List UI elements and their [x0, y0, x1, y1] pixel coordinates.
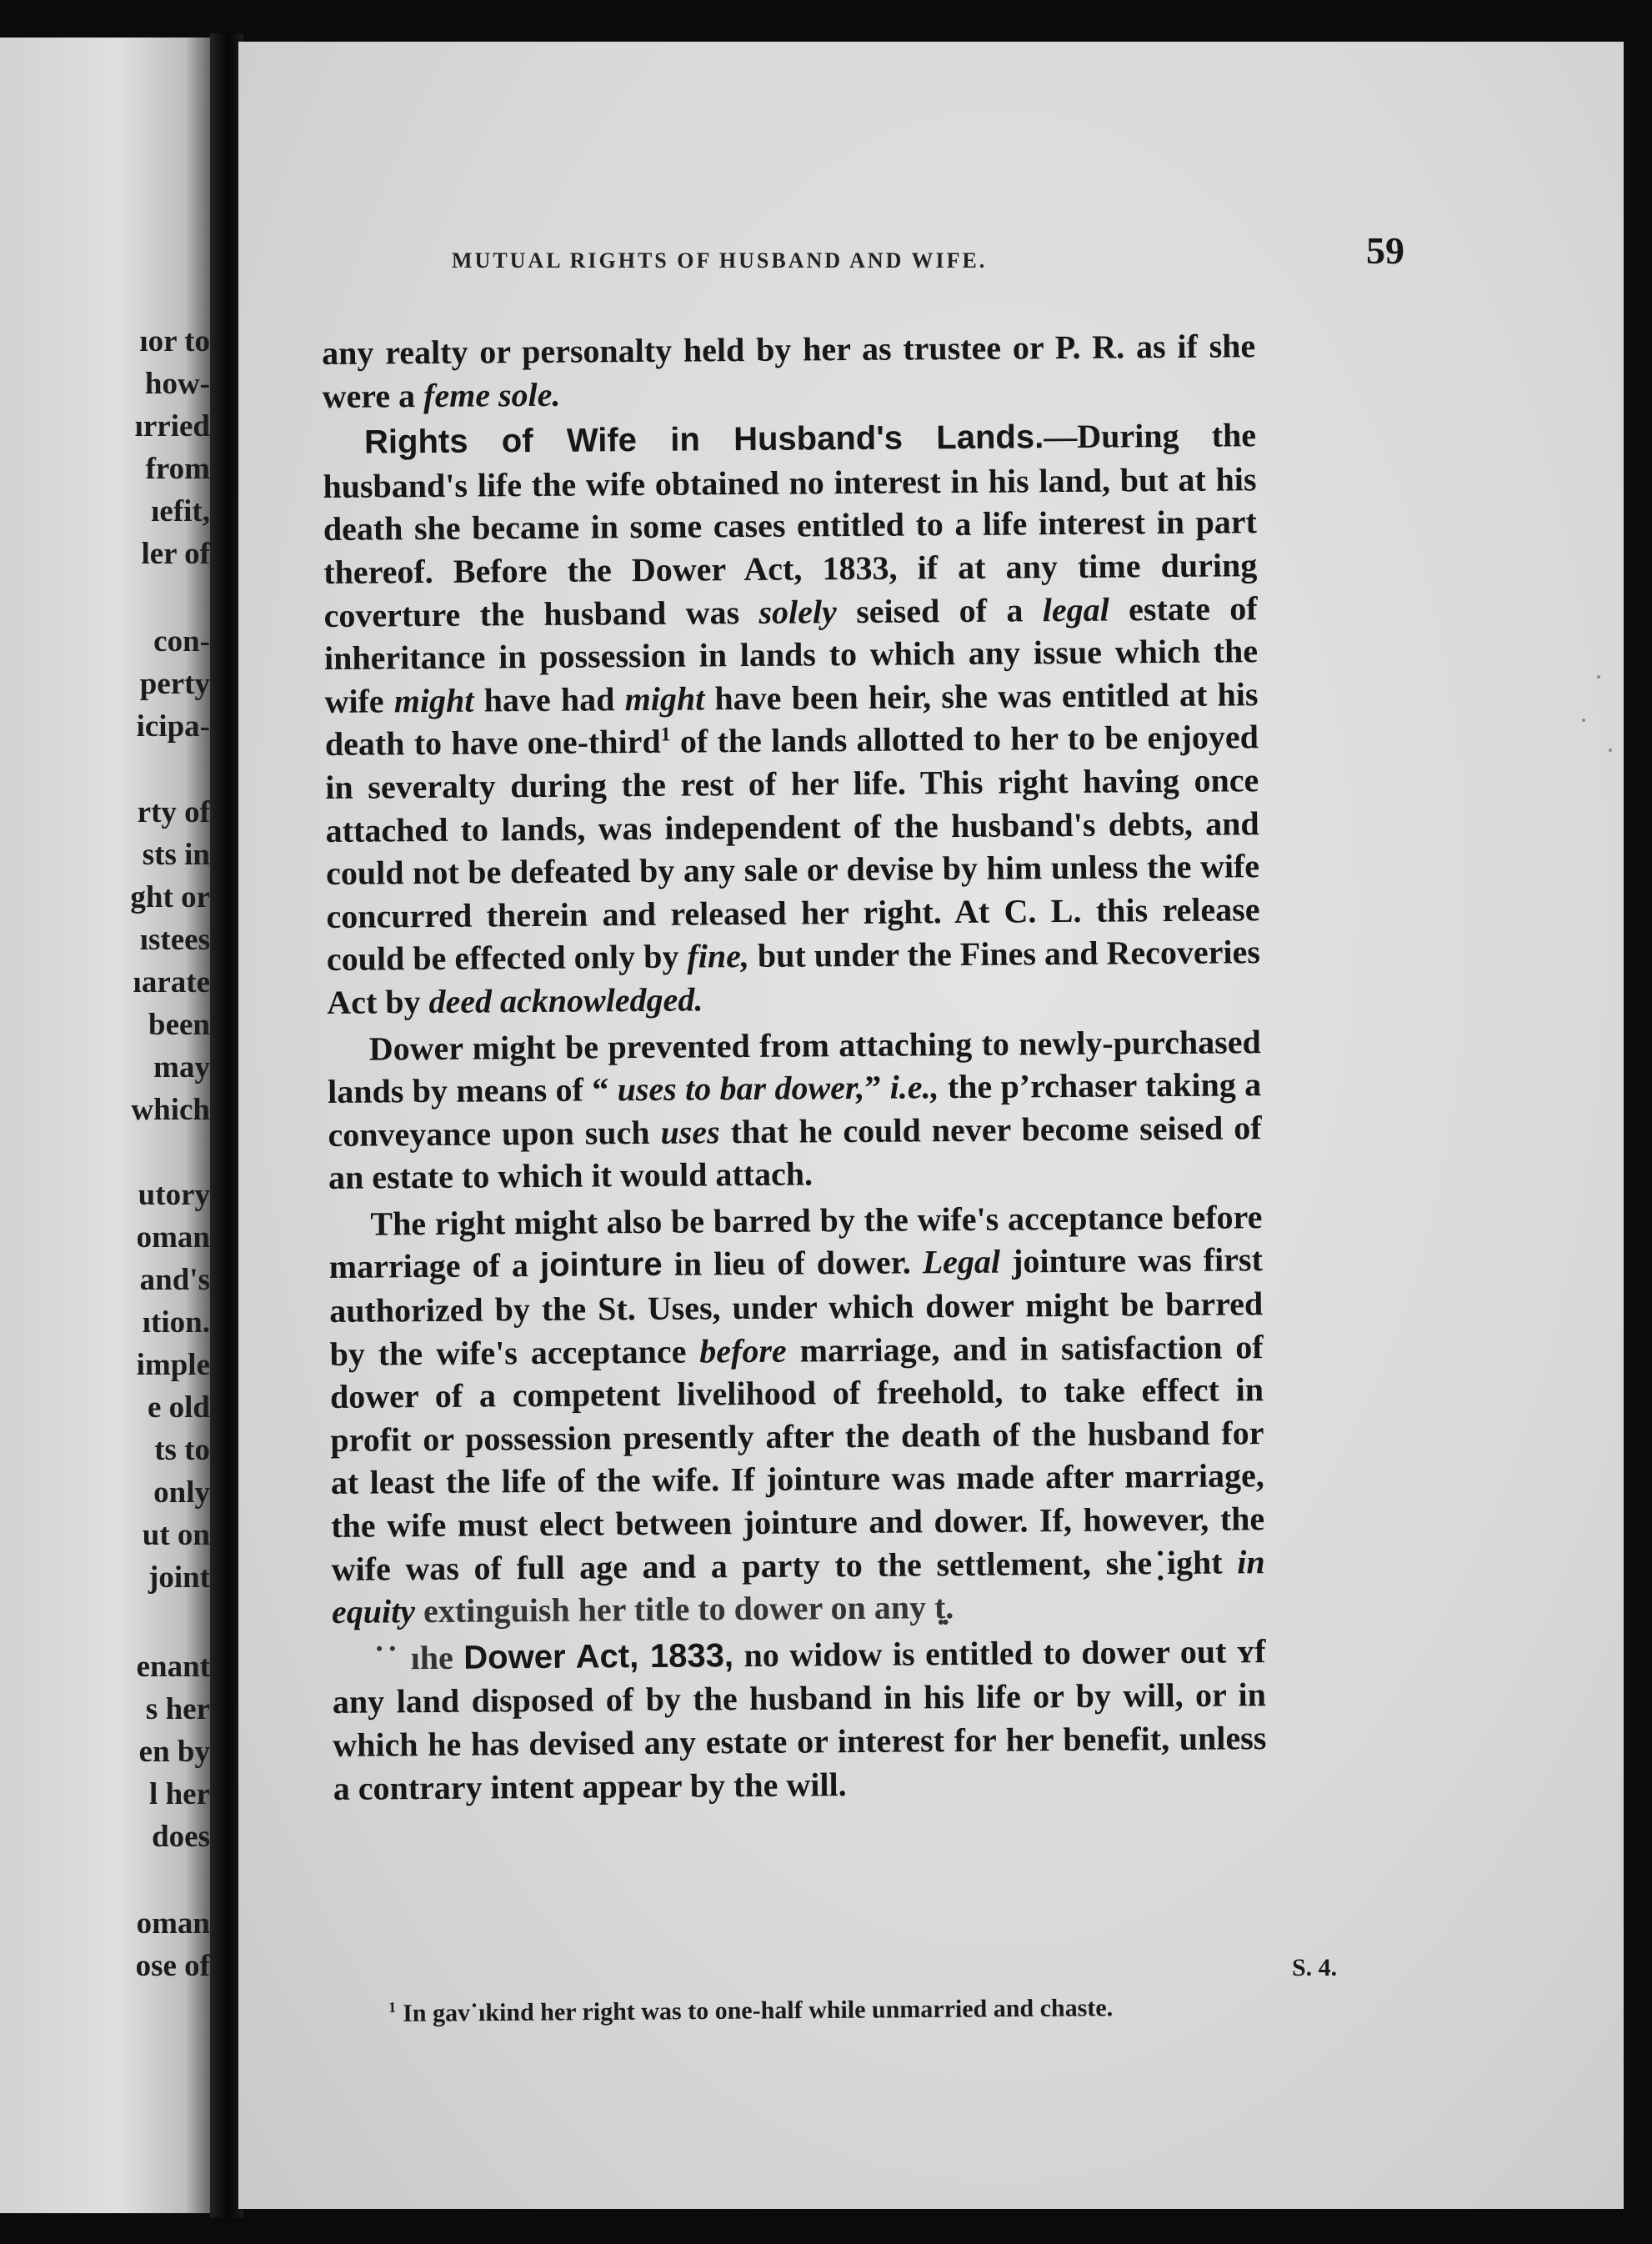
facing-line: may	[153, 1050, 210, 1084]
facing-line: and's	[139, 1263, 210, 1297]
paragraph-rights-of-wife: Rights of Wife in Husband's Lands.—During the husband's life the wife obtained no interest in his land, but at his death she became in some cases entitled to a life interest in part thereof. Before the Dower Act, 1833, if at any time during coverture the husband was solely seised of a legal estate of inheritance in possession in lands to which any issue which the wife might have had might have been heir, she was entitled at his death to have one-third$^1$ of the lands allotted to her to be enjoyed in severalty during the rest of her life. This right having once attached to lands, was independent of the husband's debts, and could not be defeated by any sale or devise by him unless the wife concurred therein and released her right. At C. L. this release could be effected only by fine, but under the Fines and Recoveries Act by deed acknowledged.	[323, 416, 1261, 1021]
paragraph-uses-to-bar-dower: Dower might be prevented from attaching to newly-purchased lands by means of “ uses to bar dower,” i.e., the pʼrchaser taking a conveyance upon such uses that he could never become seised of an estate to which it would attach.	[327, 1022, 1262, 1197]
facing-line: imple	[136, 1348, 210, 1382]
facing-line: perty	[139, 667, 210, 701]
margin-note: S. 4.	[1292, 1954, 1338, 1981]
facing-line: oman	[136, 1906, 210, 1941]
paragraph-jointure: The right might also be barred by the wife's acceptance before marriage of a jointure in lieu of dower. Legal jointure was first authorized by the St. Uses, under which dower might be barred by the wife's acceptance before marriage, and in satisfaction of dower of a competent livelihood of freehold, to take effect in profit or possession presently after the death of the husband for at least the life of the wife. If jointure was made after marriage, the wife must elect between jointure and dower. If, however, the wife was of full age and a party to the settlement, she ̣̇ight in equity extinguish her title to dower on any ṭ̣̣̣.	[328, 1198, 1265, 1631]
facing-line: sts in	[142, 838, 210, 872]
section-heading: Rights of Wife in Husband's Lands.	[363, 418, 1044, 461]
facing-line: icipa-	[136, 709, 210, 744]
facing-line: from	[145, 452, 210, 486]
facing-line: rty of	[137, 795, 210, 829]
scan-speck	[1582, 719, 1585, 722]
facing-line: s her	[145, 1692, 210, 1726]
facing-line: ıarate	[133, 965, 210, 999]
facing-line: only	[153, 1475, 210, 1510]
facing-line: en by	[138, 1735, 210, 1769]
facing-line: ose of	[135, 1949, 210, 1983]
facing-line: e old	[147, 1390, 210, 1425]
body-text	[322, 324, 1267, 1810]
running-head: MUTUAL RIGHTS OF HUSBAND AND WIFE.	[452, 248, 988, 273]
facing-line: enant	[136, 1650, 210, 1684]
scan-speck	[1609, 749, 1612, 752]
facing-line: utory	[138, 1178, 210, 1212]
facing-line: ırried	[134, 409, 210, 443]
paragraph-dower-act: ˙˙ ıhe Dower Act, 1833, no widow is entitled to dower out ʏf any land disposed of by the husband in his life or by will, or in which he has devised any estate or interest for her benefit, unless a contrary intent appear by the will.	[332, 1631, 1267, 1807]
facing-line: joint	[148, 1560, 210, 1595]
facing-line: l her	[149, 1777, 210, 1811]
facing-line: ght or	[130, 880, 210, 914]
facing-line: ut on	[142, 1518, 210, 1552]
footnote-number: 1	[388, 1998, 397, 2016]
footnote-marker: 1	[660, 724, 671, 746]
facing-line: been	[148, 1008, 210, 1042]
facing-line: how-	[144, 367, 210, 401]
footnote: $^1$ In gav˙ıkind her right was to one-half while unmarried and chaste.	[388, 1994, 1114, 2027]
facing-line: ler of	[141, 537, 210, 571]
facing-line: which	[131, 1093, 210, 1127]
facing-page-left	[0, 38, 218, 2213]
facing-line: con-	[153, 624, 210, 659]
page-number: 59	[1366, 229, 1404, 272]
facing-line: ıtion.	[142, 1305, 210, 1340]
book-page-59	[238, 42, 1624, 2209]
facing-line: ts to	[154, 1433, 210, 1467]
facing-line: does	[152, 1820, 210, 1854]
scan-speck	[1597, 675, 1600, 679]
facing-line: ıor to	[139, 324, 210, 358]
facing-line: ıefit,	[151, 494, 210, 528]
facing-line: oman	[136, 1220, 210, 1255]
paragraph-continuation: any realty or personalty held by her as trustee or P. R. as if she were a feme sole.	[322, 327, 1256, 415]
facing-line: ıstees	[139, 923, 210, 957]
